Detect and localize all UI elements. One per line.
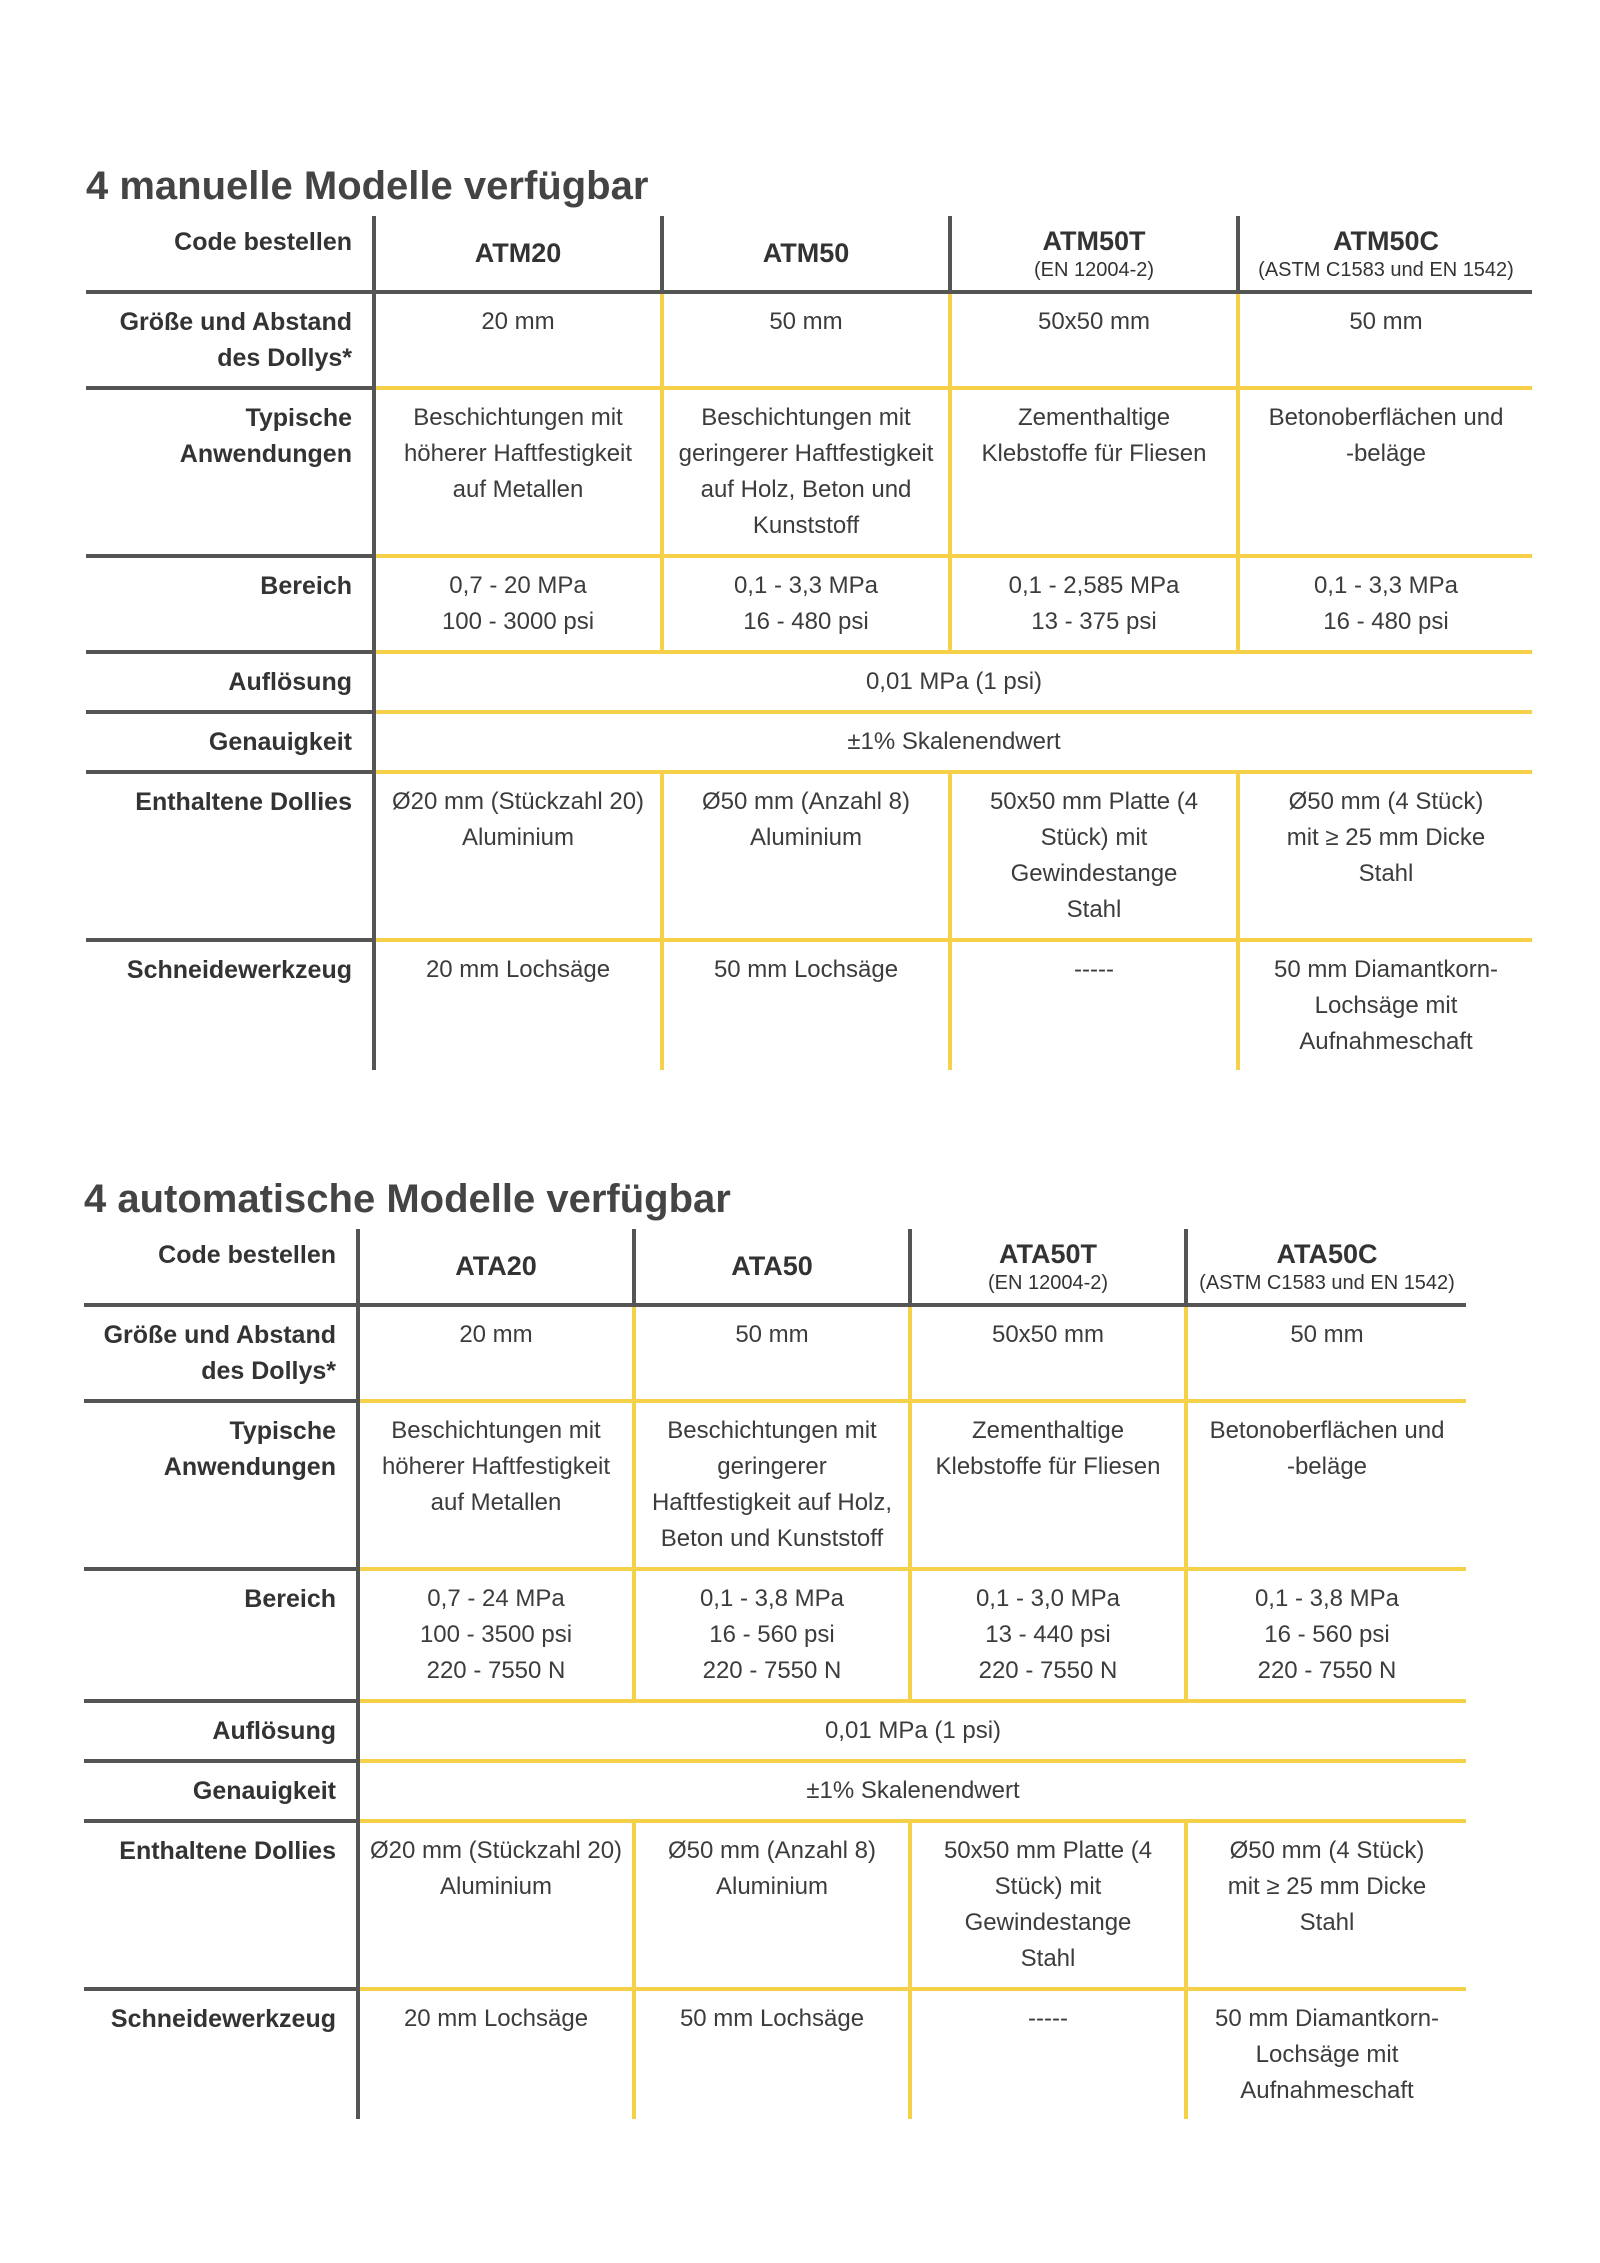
manual-section-title: 4 manuelle Modelle verfügbar <box>86 164 649 208</box>
manual-model-header <box>1238 216 1532 292</box>
size-label: Größe und Abstand des Dollys* <box>119 308 352 372</box>
row-label <box>86 292 374 388</box>
row-label: Typische Anwendungen <box>86 388 374 556</box>
model-code: ATA50T <box>998 1239 1097 1269</box>
automatic-apps-row <box>84 1401 1466 1569</box>
table-cell: Ø50 mm (Anzahl 8) Aluminium <box>662 772 950 940</box>
table-cell: 50 mm Lochsäge <box>634 1989 910 2119</box>
row-label: Genauigkeit <box>84 1761 358 1821</box>
table-cell: Betonoberflächen und -beläge <box>1186 1401 1466 1569</box>
table-cell: 0,1 - 3,3 MPa 16 - 480 psi <box>662 556 950 652</box>
table-cell: ±1% Skalenendwert <box>358 1761 1466 1821</box>
automatic-model-header <box>910 1229 1186 1305</box>
model-standard: (EN 12004-2) <box>987 1272 1109 1294</box>
row-label: Enthaltene Dollies <box>86 772 374 940</box>
table-cell: 20 mm Lochsäge <box>358 1989 634 2119</box>
model-standard: (ASTM C1583 und EN 1542) <box>1199 1272 1455 1294</box>
model-standard: (EN 12004-2) <box>1033 259 1155 281</box>
row-label: Typische Anwendungen <box>84 1401 358 1569</box>
table-cell: 0,1 - 3,8 MPa 16 - 560 psi 220 - 7550 N <box>634 1569 910 1701</box>
model-code: ATM20 <box>474 238 562 268</box>
model-code: ATA50C <box>1276 1239 1378 1269</box>
table-cell: ----- <box>910 1989 1186 2119</box>
manual-model-header <box>374 216 662 292</box>
automatic-model-header <box>634 1229 910 1305</box>
table-cell: Ø20 mm (Stückzahl 20) Aluminium <box>374 772 662 940</box>
automatic-range-row <box>84 1569 1466 1701</box>
table-cell: 0,1 - 3,3 MPa 16 - 480 psi <box>1238 556 1532 652</box>
table-cell: 0,01 MPa (1 psi) <box>374 652 1532 712</box>
automatic-spec-table <box>84 1229 1466 2119</box>
table-cell: Ø50 mm (Anzahl 8) Aluminium <box>634 1821 910 1989</box>
manual-range-row <box>86 556 1532 652</box>
table-cell: 0,01 MPa (1 psi) <box>358 1701 1466 1761</box>
table-cell: Beschichtungen mit höherer Haftfestigkeit auf Metallen <box>374 388 662 556</box>
table-cell: 50x50 mm Platte (4 Stück) mit Gewindestange Stahl <box>950 772 1238 940</box>
manual-order-label: Code bestellen <box>86 216 374 292</box>
model-code: ATM50C <box>1332 226 1439 256</box>
table-cell: Zementhaltige Klebstoffe für Fliesen <box>950 388 1238 556</box>
automatic-resolution-row <box>84 1701 1466 1761</box>
table-cell: 50 mm <box>662 292 950 388</box>
manual-header-row <box>86 216 1532 292</box>
manual-accuracy-row <box>86 712 1532 772</box>
row-label: Auflösung <box>84 1701 358 1761</box>
table-cell: 50 mm Lochsäge <box>662 940 950 1070</box>
table-cell: 20 mm Lochsäge <box>374 940 662 1070</box>
table-cell: 0,7 - 20 MPa 100 - 3000 psi <box>374 556 662 652</box>
table-cell: ----- <box>950 940 1238 1070</box>
manual-cutter-row <box>86 940 1532 1070</box>
table-cell: Beschichtungen mit geringerer Haftfestigkeit auf Holz, Beton und Kunststoff <box>662 388 950 556</box>
table-cell: Betonoberflächen und -beläge <box>1238 388 1532 556</box>
table-cell: 50x50 mm <box>910 1305 1186 1401</box>
row-label: Auflösung <box>86 652 374 712</box>
automatic-model-header <box>1186 1229 1466 1305</box>
table-cell: 0,1 - 3,8 MPa 16 - 560 psi 220 - 7550 N <box>1186 1569 1466 1701</box>
automatic-models-section <box>84 1175 1466 2119</box>
table-cell: 0,1 - 2,585 MPa 13 - 375 psi <box>950 556 1238 652</box>
automatic-dollies-row <box>84 1821 1466 1989</box>
manual-model-header <box>662 216 950 292</box>
model-code: ATA20 <box>455 1251 537 1281</box>
automatic-cutter-row <box>84 1989 1466 2119</box>
automatic-accuracy-row <box>84 1761 1466 1821</box>
row-label: Schneidewerkzeug <box>84 1989 358 2119</box>
table-cell: 50 mm Diamantkorn- Lochsäge mit Aufnahmeschaft <box>1214 2005 1440 2104</box>
table-cell: ±1% Skalenendwert <box>374 712 1532 772</box>
manual-spec-table <box>86 216 1532 1070</box>
table-cell: 50 mm <box>1238 292 1532 388</box>
row-label: Enthaltene Dollies <box>84 1821 358 1989</box>
row-label: Größe und Abstand des Dollys* <box>84 1305 358 1401</box>
table-cell: Beschichtungen mit höherer Haftfestigkeit auf Metallen <box>358 1401 634 1569</box>
automatic-size-row <box>84 1305 1466 1401</box>
model-code: ATM50 <box>762 238 850 268</box>
model-code: ATM50T <box>1042 226 1146 256</box>
row-label: Bereich <box>86 556 374 652</box>
manual-dollies-row <box>86 772 1532 940</box>
table-cell: 0,7 - 24 MPa 100 - 3500 psi 220 - 7550 N <box>358 1569 634 1701</box>
table-cell: 50 mm <box>1186 1305 1466 1401</box>
manual-resolution-row <box>86 652 1532 712</box>
manual-size-row <box>86 292 1532 388</box>
automatic-section-title: 4 automatische Modelle verfügbar <box>84 1177 731 1221</box>
table-cell: 20 mm <box>374 292 662 388</box>
model-standard: (ASTM C1583 und EN 1542) <box>1258 259 1514 281</box>
table-cell: 20 mm <box>358 1305 634 1401</box>
row-label: Schneidewerkzeug <box>86 940 374 1070</box>
automatic-model-header <box>358 1229 634 1305</box>
manual-model-header <box>950 216 1238 292</box>
automatic-order-label: Code bestellen <box>84 1229 358 1305</box>
automatic-header-row <box>84 1229 1466 1305</box>
row-label: Bereich <box>84 1569 358 1701</box>
manual-models-section <box>86 162 1532 1070</box>
table-cell: 50x50 mm Platte (4 Stück) mit Gewindestange Stahl <box>910 1821 1186 1989</box>
table-cell: Ø50 mm (4 Stück) mit ≥ 25 mm Dicke Stahl <box>1186 1821 1466 1989</box>
table-cell: Zementhaltige Klebstoffe für Fliesen <box>910 1401 1186 1569</box>
table-cell: 50 mm <box>634 1305 910 1401</box>
table-cell: Beschichtungen mit geringerer Haftfestigkeit auf Holz, Beton und Kunststoff <box>634 1401 910 1569</box>
table-cell: 0,1 - 3,0 MPa 13 - 440 psi 220 - 7550 N <box>910 1569 1186 1701</box>
table-cell: 50x50 mm <box>950 292 1238 388</box>
table-cell: Ø50 mm (4 Stück) mit ≥ 25 mm Dicke Stahl <box>1238 772 1532 940</box>
model-code: ATA50 <box>731 1251 813 1281</box>
row-label: Genauigkeit <box>86 712 374 772</box>
table-cell: 50 mm Diamantkorn- Lochsäge mit Aufnahmeschaft <box>1273 956 1499 1055</box>
table-cell: Ø20 mm (Stückzahl 20) Aluminium <box>358 1821 634 1989</box>
manual-apps-row <box>86 388 1532 556</box>
